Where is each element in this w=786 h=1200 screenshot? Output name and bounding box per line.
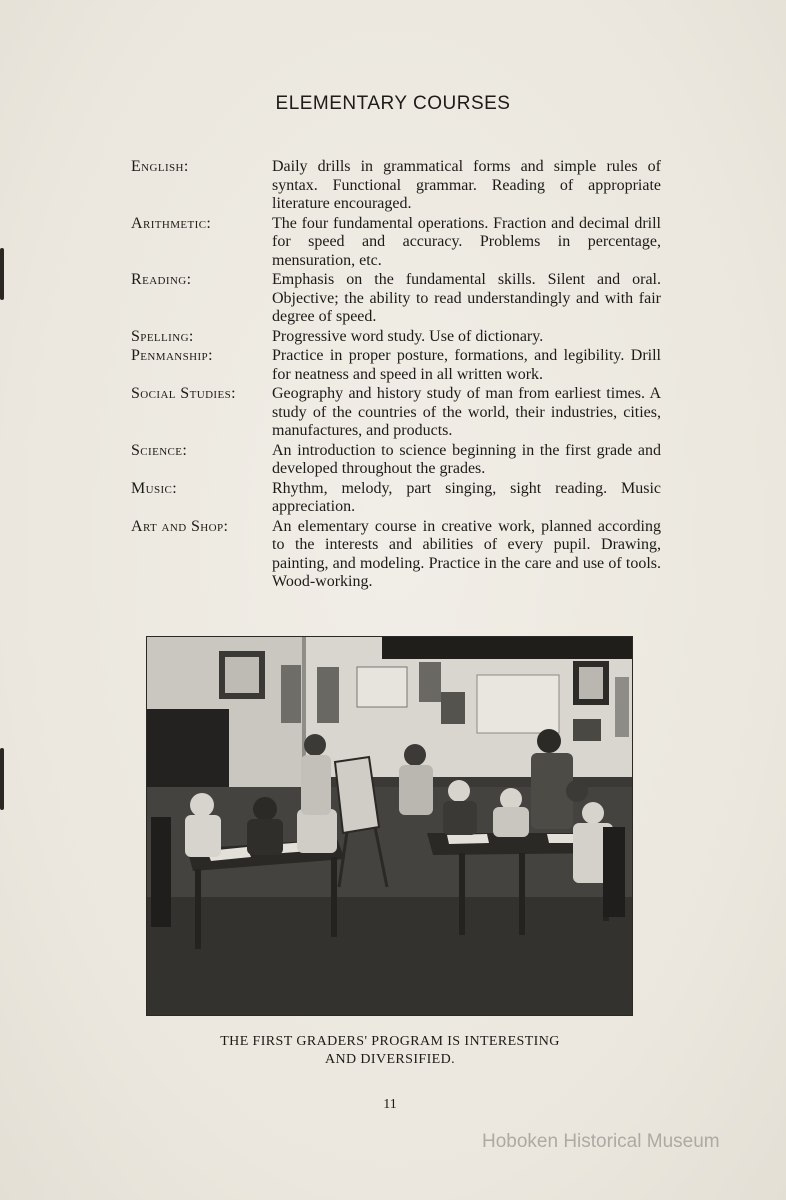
course-spelling xyxy=(131,328,661,347)
course-description: An introduction to science beginning in the first grade and developed throughout the grades. xyxy=(272,441,661,477)
course-name: Science: xyxy=(131,441,188,459)
course-name: Arithmetic: xyxy=(131,214,212,232)
course-description: An elementary course in creative work, planned according to the interests and abilities of every pupil. Drawing, painting, and modeling. Practice in the care and use of tools. Wood-working. xyxy=(272,517,661,590)
caption-line-2: AND DIVERSIFIED. xyxy=(324,1052,456,1067)
course-english xyxy=(131,158,661,214)
course-description: Progressive word study. Use of dictionary. xyxy=(272,327,544,345)
course-penmanship xyxy=(131,347,661,384)
classroom-photo xyxy=(146,636,633,1016)
course-reading xyxy=(131,271,661,327)
binding-staple-top xyxy=(0,248,4,300)
course-arithmetic xyxy=(131,215,661,271)
course-name: Social Studies: xyxy=(131,385,236,402)
course-art-and-shop xyxy=(131,518,661,592)
course-description: Daily drills in grammatical forms and simple rules of syntax. Functional grammar. Reading of appropriate literature encouraged. xyxy=(272,158,661,212)
course-name: Art and Shop: xyxy=(131,517,229,535)
photo-caption xyxy=(0,1033,780,1069)
course-name: Spelling: xyxy=(131,327,194,345)
course-description: The four fundamental operations. Fraction and decimal drill for speed and accuracy. Problems in percentage, mensuration, etc. xyxy=(272,214,661,269)
caption-line-1: THE FIRST GRADERS' PROGRAM IS INTERESTING xyxy=(220,1034,560,1049)
page-title: ELEMENTARY COURSES xyxy=(275,93,511,114)
course-name: Music: xyxy=(131,479,178,497)
course-description: Rhythm, melody, part singing, sight reading. Music appreciation. xyxy=(272,479,661,515)
course-description: Geography and history study of man from earliest times. A study of the countries of the world, their industries, cities, manufactures, and products. xyxy=(272,385,661,439)
course-science xyxy=(131,442,661,479)
binding-staple-bottom xyxy=(0,748,4,810)
course-music xyxy=(131,480,661,517)
course-description: Practice in proper posture, formations, and legibility. Drill for neatness and speed in all written work. xyxy=(272,347,661,383)
course-description: Emphasis on the fundamental skills. Silent and oral. Objective; the ability to read understandingly and with fair degree of speed. xyxy=(272,271,661,325)
course-name: Reading: xyxy=(131,271,192,288)
course-name: Penmanship: xyxy=(131,347,213,364)
museum-watermark: Hoboken Historical Museum xyxy=(482,1131,720,1152)
course-social-studies xyxy=(131,385,661,441)
course-name: English: xyxy=(131,158,189,175)
course-list xyxy=(131,158,661,593)
page-number: 11 xyxy=(383,1097,397,1112)
